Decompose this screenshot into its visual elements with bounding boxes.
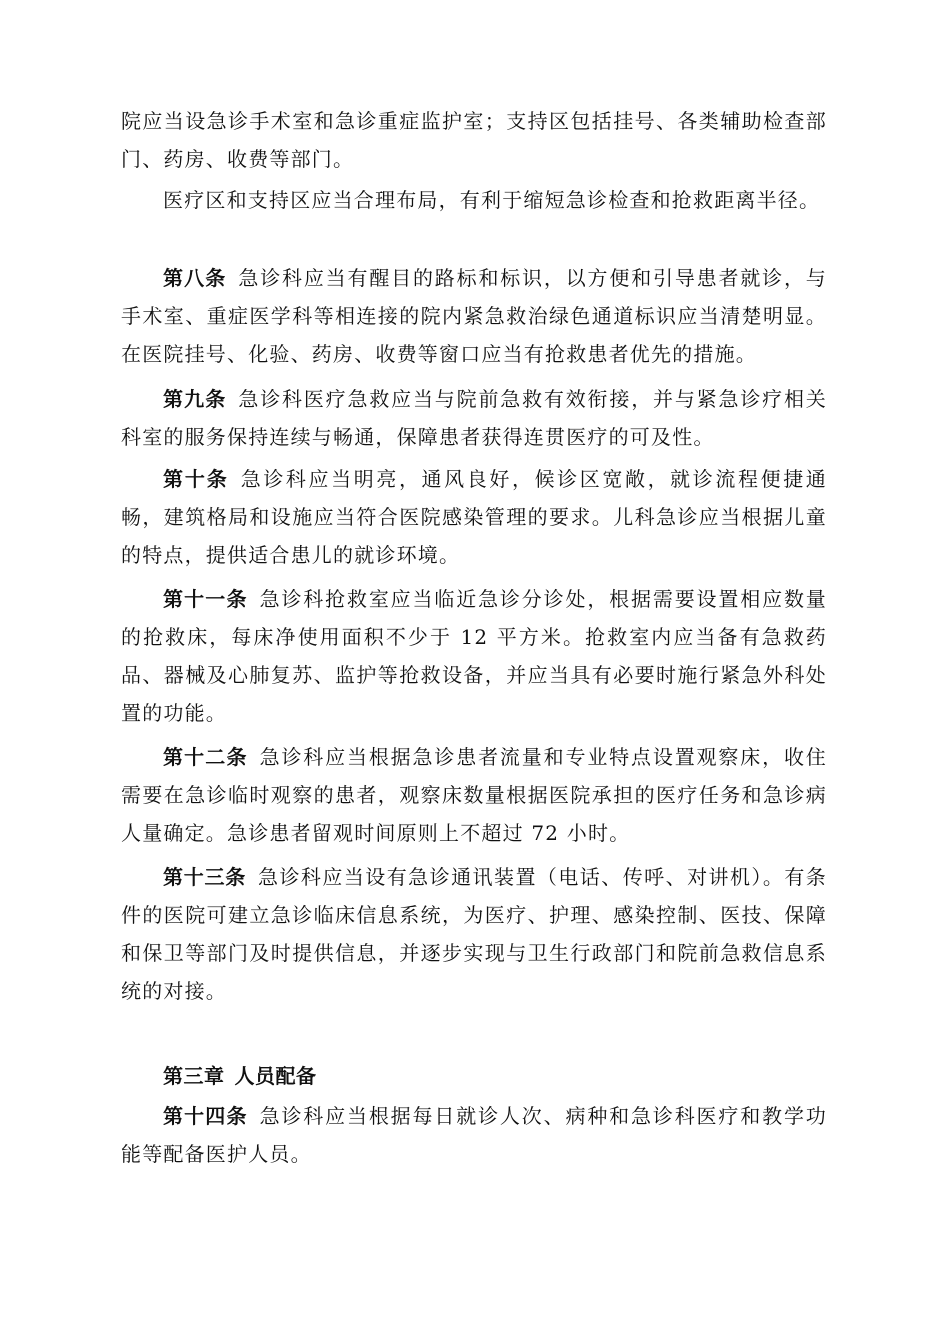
article-label: 第十一条 xyxy=(163,587,248,611)
paragraph-text: 院应当设急诊手术室和急诊重症监护室；支持区包括挂号、各类辅助检查部门、药房、收费等部门。 xyxy=(121,109,827,171)
paragraph-text: 医疗区和支持区应当合理布局，有利于缩短急诊检查和抢救距离半径。 xyxy=(163,188,821,212)
article-text: 急诊科抢救室应当临近急诊分诊处，根据需要设置相应数量的抢救床，每床净使用面积不少于 12 平方米。抢救室内应当备有急救药品、器械及心肺复苏、监护等抢救设备，并应当具有必要时施行紧急外科处置的功能。 xyxy=(121,587,827,725)
article-text: 急诊科应当明亮，通风良好，候诊区宽敞，就诊流程便捷通畅，建筑格局和设施应当符合医院感染管理的要求。儿科急诊应当根据儿童的特点，提供适合患儿的就诊环境。 xyxy=(121,467,828,567)
article-text: 急诊科应当根据急诊患者流量和专业特点设置观察床，收住需要在急诊临时观察的患者，观察床数量根据医院承担的医疗任务和急诊病人量确定。急诊患者留观时间原则上不超过 72 小时。 xyxy=(121,745,827,845)
article-label: 第八条 xyxy=(163,266,227,290)
article-text: 急诊科应当设有急诊通讯装置（电话、传呼、对讲机）。有条件的医院可建立急诊临床信息系统，为医疗、护理、感染控制、医技、保障和保卫等部门及时提供信息，并逐步实现与卫生行政部门和院前急救信息系统的对接。 xyxy=(121,865,827,1003)
article-8 xyxy=(121,259,827,373)
article-label: 第十四条 xyxy=(163,1104,248,1128)
paragraph-continuation xyxy=(121,102,827,178)
article-label: 第十二条 xyxy=(163,745,248,769)
article-10 xyxy=(121,460,827,574)
article-text: 急诊科应当根据每日就诊人次、病种和急诊科医疗和教学功能等配备医护人员。 xyxy=(121,1104,827,1166)
chapter-heading xyxy=(163,1057,317,1095)
article-text: 急诊科应当有醒目的路标和标识，以方便和引导患者就诊，与手术室、重症医学科等相连接的院内紧急救治绿色通道标识应当清楚明显。在医院挂号、化验、药房、收费等窗口应当有抢救患者优先的措施。 xyxy=(121,266,827,366)
article-14 xyxy=(121,1097,827,1173)
article-label: 第十条 xyxy=(163,467,229,491)
article-13 xyxy=(121,858,827,1010)
chapter-title: 人员配备 xyxy=(234,1064,317,1088)
article-label: 第十三条 xyxy=(163,865,247,889)
article-9 xyxy=(121,380,827,456)
article-text: 急诊科医疗急救应当与院前急救有效衔接，并与紧急诊疗相关科室的服务保持连续与畅通，保障患者获得连贯医疗的可及性。 xyxy=(121,387,827,449)
paragraph xyxy=(121,181,827,219)
article-12 xyxy=(121,738,827,852)
article-label: 第九条 xyxy=(163,387,227,411)
chapter-number: 第三章 xyxy=(163,1064,225,1088)
article-11 xyxy=(121,580,827,732)
